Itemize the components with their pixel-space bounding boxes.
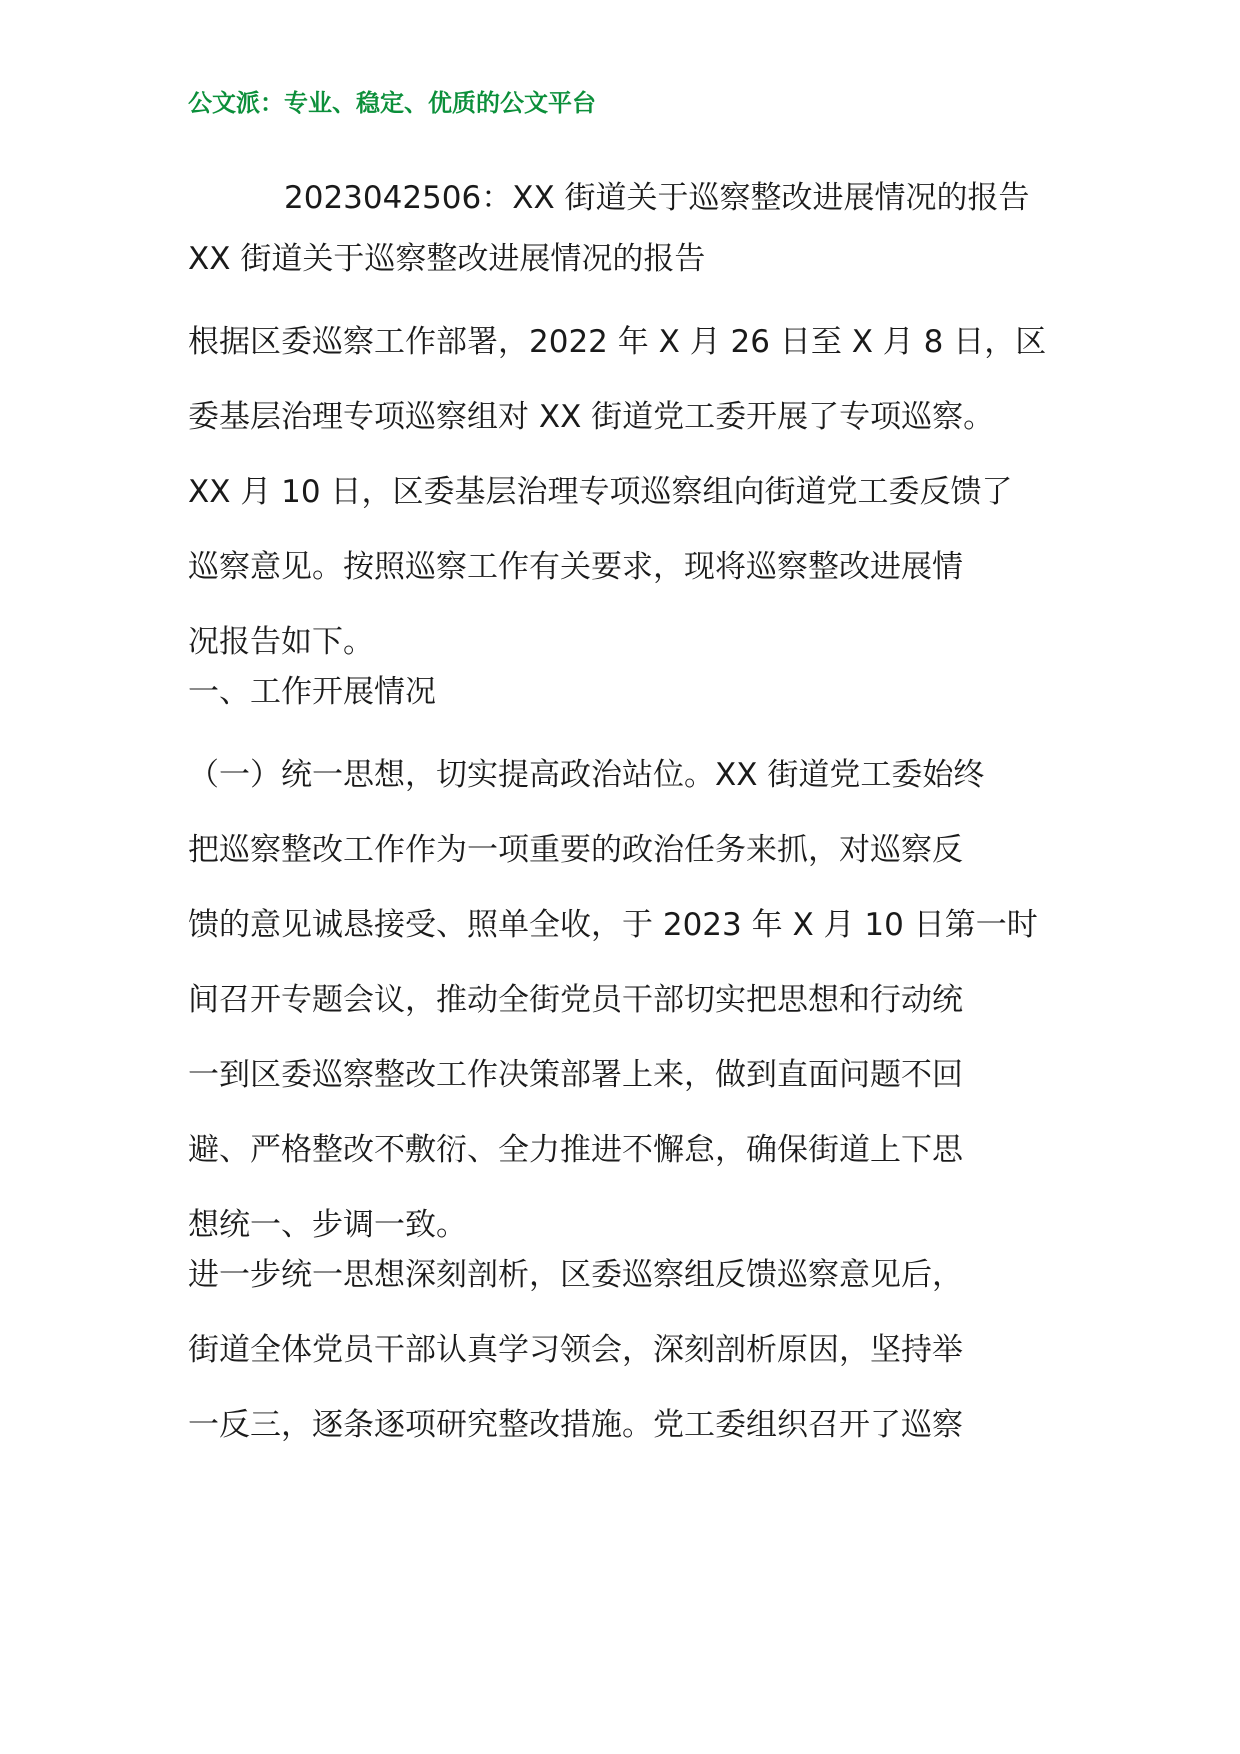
paragraph-line: 一到区委巡察整改工作决策部署上来，做到直面问题不回 — [188, 1057, 963, 1093]
paragraph-line: 避、严格整改不敷衍、全力推进不懈怠，确保街道上下思 — [188, 1132, 963, 1168]
subtitle-text: XX 街道关于巡察整改进展情况的报告 — [188, 241, 706, 277]
paragraph-line: 巡察意见。按照巡察工作有关要求，现将巡察整改进展情 — [188, 549, 963, 585]
paragraph-line: 馈的意见诚恳接受、照单全收，于 2023 年 X 月 10 日第一时 — [188, 907, 1038, 943]
paragraph-intro — [188, 305, 1088, 680]
report-subtitle — [188, 222, 1088, 297]
document-title-line: 2023042506：XX 街道关于巡察整改进展情况的报告 — [284, 180, 1030, 216]
paragraph-line: 想统一、步调一致。 — [188, 1207, 467, 1243]
paragraph-line: 委基层治理专项巡察组对 XX 街道党工委开展了专项巡察。 — [188, 399, 995, 435]
paragraph-line: 街道全体党员干部认真学习领会，深刻剖析原因，坚持举 — [188, 1332, 963, 1368]
paragraph-line: 间召开专题会议，推动全街党员干部切实把思想和行动统 — [188, 982, 963, 1018]
site-banner: 公文派：专业、稳定、优质的公文平台 — [188, 89, 596, 117]
paragraph-line: 把巡察整改工作作为一项重要的政治任务来抓，对巡察反 — [188, 832, 963, 868]
paragraph-deep-analysis — [188, 1238, 1088, 1463]
paragraph-line: 根据区委巡察工作部署，2022 年 X 月 26 日至 X 月 8 日，区 — [188, 324, 1047, 360]
paragraph-unify-thinking — [188, 738, 1088, 1263]
paragraph-line: 一反三，逐条逐项研究整改措施。党工委组织召开了巡察 — [188, 1407, 963, 1443]
section-heading — [188, 655, 1088, 730]
paragraph-line: 况报告如下。 — [188, 624, 374, 660]
paragraph-line: 进一步统一思想深刻剖析，区委巡察组反馈巡察意见后， — [188, 1257, 963, 1293]
paragraph-line: XX 月 10 日，区委基层治理专项巡察组向街道党工委反馈了 — [188, 474, 1013, 510]
section-heading-text: 一、工作开展情况 — [188, 674, 436, 710]
paragraph-line: （一）统一思想，切实提高政治站位。XX 街道党工委始终 — [188, 757, 985, 793]
